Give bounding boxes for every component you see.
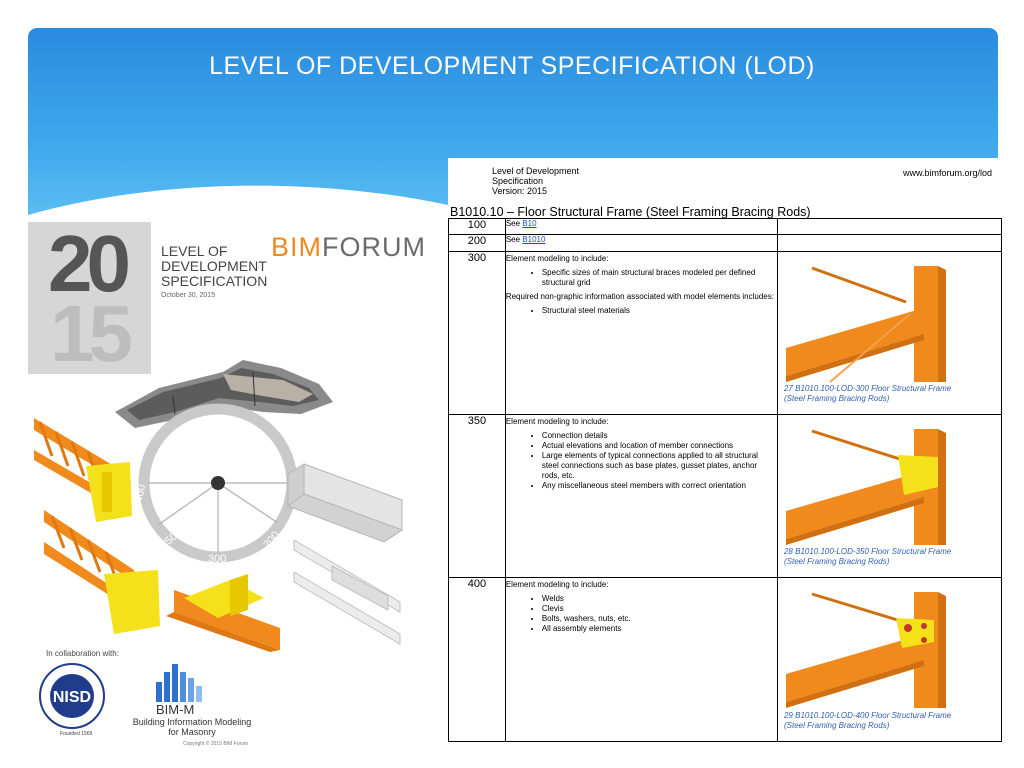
figure-caption: 28 B1010.100-LOD-350 Floor Structural Frame (Steel Framing Bracing Rods) xyxy=(783,547,952,566)
copyright: Copyright © 2015 BIM Forum xyxy=(183,741,249,747)
lod-spec-document xyxy=(448,158,1004,750)
list-item: • Bolts, washers, nuts, etc. xyxy=(542,614,777,624)
lod-400-frame-illustration xyxy=(778,578,1002,708)
bimm-title: BIM-M xyxy=(156,702,195,717)
table-row xyxy=(449,219,1002,235)
doc-url: www.bimforum.org/lod xyxy=(902,168,992,178)
lod-level: 100 xyxy=(449,219,506,235)
doc-section-title: B1010.10 – Floor Structural Frame (Steel Framing Bracing Rods) xyxy=(450,205,811,219)
lod-spec-cover xyxy=(28,219,446,762)
lod-image-cell xyxy=(777,578,1001,742)
bullet-list xyxy=(506,306,777,316)
nisd-founded: Founded 1969 xyxy=(60,731,93,737)
bimforum-logo-forum: FORUM xyxy=(322,232,426,262)
bimm-skyline-logo xyxy=(152,660,212,704)
doc-header-line3: Version: 2015 xyxy=(492,186,548,196)
lod-description: See B1010 xyxy=(505,235,777,252)
bimforum-logo-bim: BIM xyxy=(271,232,323,262)
dial-label-200: 200 xyxy=(261,529,283,551)
lod-level: 300 xyxy=(449,252,506,415)
lod-image-cell xyxy=(777,235,1001,252)
bimm-subtitle-line2: for Masonry xyxy=(168,727,216,737)
bullet-list xyxy=(506,594,777,634)
collab-label: In collaboration with: xyxy=(46,649,119,658)
lod-350-frame-illustration xyxy=(778,415,1002,545)
slide-title: LEVEL OF DEVELOPMENT SPECIFICATION (LOD) xyxy=(209,52,815,80)
lod-description: Element modeling to include: • Welds • Clevis • Bolts, washers, nuts, etc. • All assembly elements xyxy=(505,578,777,742)
dial-label-400: 400 xyxy=(133,483,149,504)
bullet-list xyxy=(506,268,777,288)
lod-table xyxy=(448,218,1002,742)
bimm-subtitle-line1: Building Information Modeling xyxy=(132,717,252,727)
svg-text:NISD: NISD xyxy=(52,689,92,706)
lod-image-cell xyxy=(777,415,1001,578)
bimm-subtitle xyxy=(117,717,267,737)
table-row xyxy=(449,235,1002,252)
nisd-logo xyxy=(38,662,108,734)
bimforum-logo xyxy=(271,232,426,263)
lod-level: 200 xyxy=(449,235,506,252)
figure-caption: 27 B1010.100-LOD-300 Floor Structural Frame (Steel Framing Bracing Rods) xyxy=(783,384,952,403)
lod-300-frame-illustration xyxy=(778,252,1002,382)
dial-label-350: 350 xyxy=(158,530,180,552)
cover-date: October 30, 2015 xyxy=(161,292,216,299)
lod-image-cell xyxy=(777,219,1001,235)
list-item: • Large elements of typical connections applied to all structural steel connections such as base plates, gusset plates, anchor rods, etc. xyxy=(542,451,777,481)
lod-level: 350 xyxy=(449,415,506,578)
dial-label-300: 300 xyxy=(208,553,227,565)
cover-title: LEVEL OF DEVELOPMENT SPECIFICATION xyxy=(161,243,268,289)
lod-level: 400 xyxy=(449,578,506,742)
link-b1010[interactable]: B1010 xyxy=(522,235,546,244)
table-row xyxy=(449,252,1002,415)
link-b10[interactable]: B10 xyxy=(522,219,537,228)
steel-elements-illustration xyxy=(34,402,438,652)
figure-caption: 29 B1010.100-LOD-400 Floor Structural Frame (Steel Framing Bracing Rods) xyxy=(783,711,952,730)
year-top: 20 xyxy=(48,219,125,308)
doc-header xyxy=(492,166,579,196)
doc-header-line2: Specification xyxy=(492,176,544,186)
table-row xyxy=(449,578,1002,742)
list-item: • Welds xyxy=(542,594,777,604)
list-item: • Connection details xyxy=(542,431,777,441)
bullet-list xyxy=(506,431,777,491)
lod-description: Element modeling to include: • Connection details • Actual elevations and location of member connections • Large elements of typical connections applied to all structural steel connections such as base plates, gusset plates, anchor rods, etc. • Any miscellaneous steel members with correct orientation xyxy=(505,415,777,578)
table-row xyxy=(449,415,1002,578)
list-item: • Any miscellaneous steel members with correct orientation xyxy=(542,481,777,491)
list-item: • Structural steel materials xyxy=(542,306,777,316)
lod-description: See B10 xyxy=(505,219,777,235)
lod-image-cell xyxy=(777,252,1001,415)
list-item: • Specific sizes of main structural braces modeled per defined structural grid xyxy=(542,268,777,288)
year-bottom: 15 xyxy=(50,289,127,378)
list-item: • Actual elevations and location of member connections xyxy=(542,441,777,451)
list-item: • Clevis xyxy=(542,604,777,614)
list-item: • All assembly elements xyxy=(542,624,777,634)
lod-description: Element modeling to include: • Specific sizes of main structural braces modeled per defined structural grid Required non-graphic information associated with model elements includes: • Structural steel materials xyxy=(505,252,777,415)
doc-header-line1: Level of Development xyxy=(492,166,580,176)
